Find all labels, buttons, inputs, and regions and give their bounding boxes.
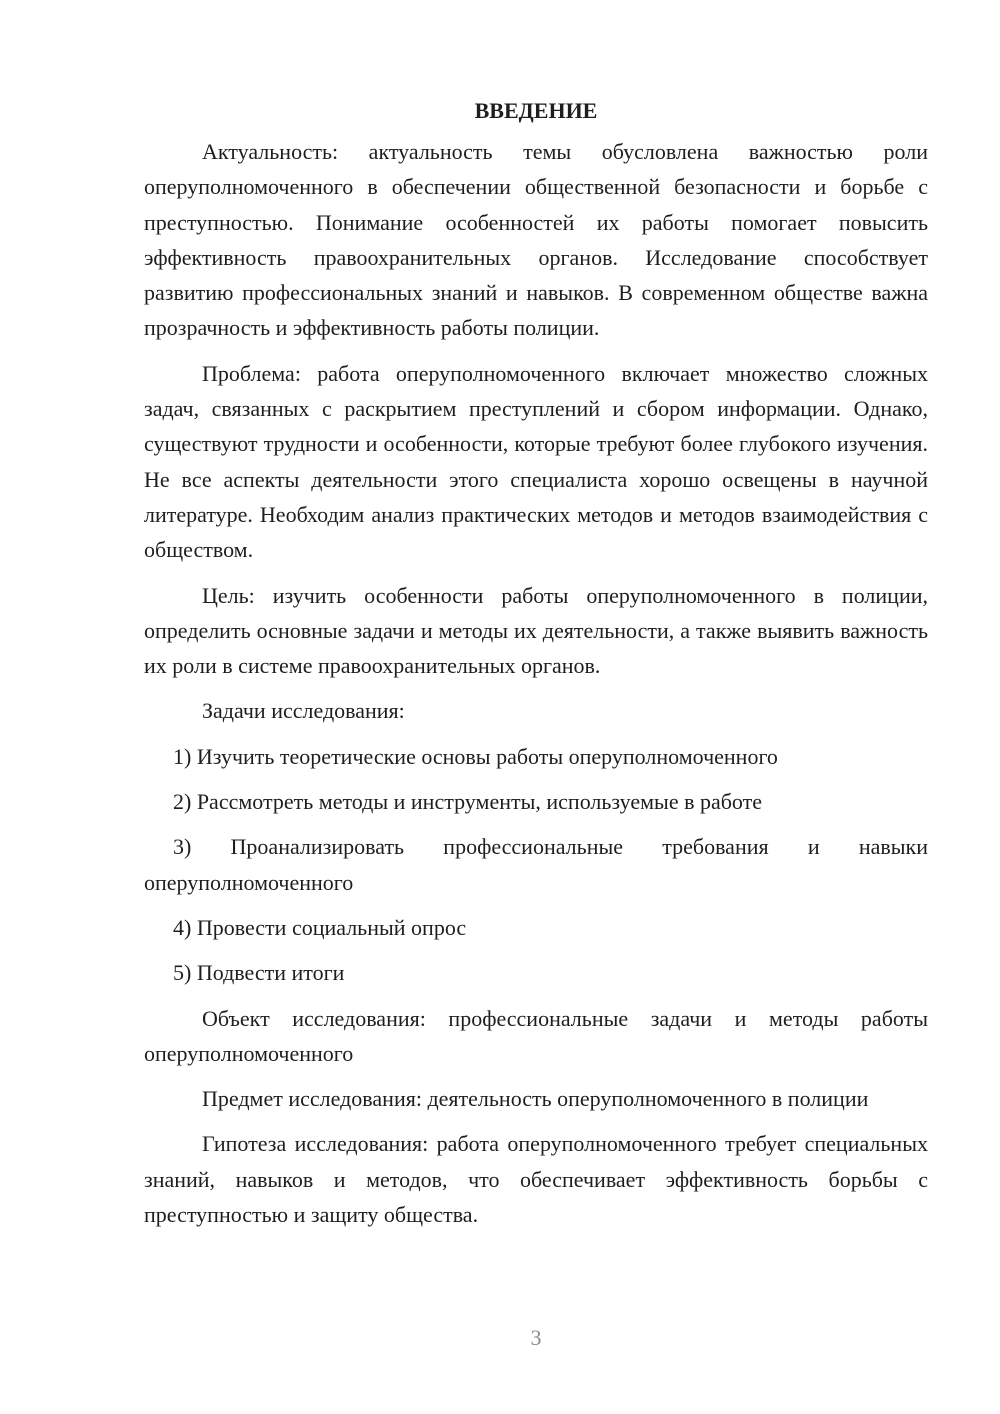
tasks-title: Задачи исследования: bbox=[202, 698, 405, 724]
task-item: 4) Провести социальный опрос bbox=[173, 914, 467, 940]
page-number: 3 bbox=[530, 1325, 542, 1350]
goal-paragraph: Цель: изучить особенности работы оперуполномоченного в полиции, определить основные задачи и методы их деятельности, а также выявить важность их роли в системе правоохранительных органов. bbox=[144, 582, 928, 679]
task-item: 2) Рассмотреть методы и инструменты, используемые в работе bbox=[173, 789, 763, 815]
subject-paragraph: Предмет исследования: деятельность оперуполномоченного в полиции bbox=[202, 1086, 869, 1112]
task-item: 5) Подвести итоги bbox=[173, 960, 345, 986]
hypothesis-paragraph: Гипотеза исследования: работа оперуполномоченного требует специальных знаний, навыков и методов, что обеспечивает эффективность борьбы с преступностью и защиту общества. bbox=[144, 1131, 928, 1228]
page-content bbox=[144, 93, 928, 1242]
relevance-paragraph: Актуальность: актуальность темы обусловлена важностью роли оперуполномоченного в обеспечении общественной безопасности и борьбе с преступностью. Понимание особенностей их работы помогает повысить эффективность правоохранительных органов. Исследование способствует развитию профессиональных знаний и навыков. В современном обществе важна прозрачность и эффективность работы полиции. bbox=[144, 139, 928, 341]
section-heading: ВВЕДЕНИЕ bbox=[474, 98, 598, 123]
task-item: 3) Проанализировать профессиональные требования и навыки оперуполномоченного bbox=[144, 834, 928, 895]
object-paragraph: Объект исследования: профессиональные задачи и методы работы оперуполномоченного bbox=[144, 1005, 928, 1066]
task-item: 1) Изучить теоретические основы работы оперуполномоченного bbox=[173, 743, 778, 769]
problem-paragraph: Проблема: работа оперуполномоченного включает множество сложных задач, связанных с раскрытием преступлений и сбором информации. Однако, существуют трудности и особенности, которые требуют более глубокого изучения. Не все аспекты деятельности этого специалиста хорошо освещены в научной литературе. Необходим анализ практических методов и методов взаимодействия с обществом. bbox=[144, 360, 928, 563]
tasks-list bbox=[144, 739, 928, 991]
